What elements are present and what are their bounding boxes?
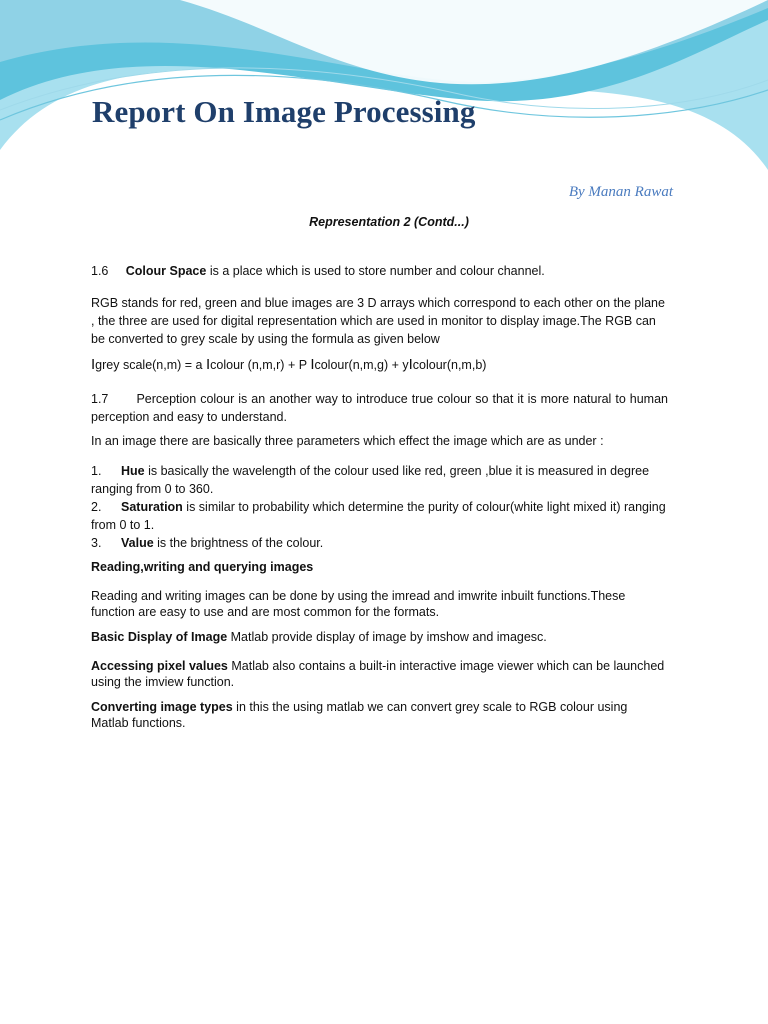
paragraph-rgb: RGB stands for red, green and blue images are 3 D arrays which correspond to each other on the plane , the three are used for digital representation which are used in monitor to display image.The RGB can be converted to grey scale by using the formula as given below bbox=[91, 296, 665, 346]
term-value: Value bbox=[121, 536, 154, 550]
paragraph-text: Perception colour is an another way to introduce true colour so that it is more natural to human perception and easy to understand. bbox=[91, 392, 668, 424]
list-item-saturation: 2. Saturation is similar to probability which determine the purity of colour(white light mixed it) ranging from 0 to 1. bbox=[91, 500, 666, 532]
grey-scale-formula: Igrey scale(n,m) = a Icolour (n,m,r) + P Icolour(n,m,g) + yIcolour(n,m,b) bbox=[91, 356, 487, 373]
list-item-hue: 1. Hue is basically the wavelength of the colour used like red, green ,blue it is measured in degree ranging from 0 to 360. bbox=[91, 464, 650, 496]
author-byline: By Manan Rawat bbox=[568, 184, 673, 200]
list-item-value: 3. Value is the brightness of the colour. bbox=[91, 536, 324, 550]
term-accessing-pixels: Accessing pixel values bbox=[91, 659, 228, 673]
term-colour-space: Colour Space bbox=[125, 264, 207, 278]
document-title: Report On Image Processing bbox=[92, 94, 476, 129]
paragraph-1-7 bbox=[91, 390, 668, 426]
document-body bbox=[91, 262, 668, 741]
section-number: 1.6 bbox=[91, 264, 109, 278]
header-wave-decoration bbox=[0, 0, 768, 180]
paragraph-basic-display: Basic Display of Image Matlab provide display of image by imshow and imagesc. bbox=[91, 630, 547, 644]
section-subtitle: Representation 2 (Contd...) bbox=[309, 215, 469, 229]
term-saturation: Saturation bbox=[121, 500, 183, 514]
heading-reading-writing: Reading,writing and querying images bbox=[91, 560, 314, 574]
paragraph-converting-types: Converting image types in this the using matlab we can convert grey scale to RGB colour using Matlab functions. bbox=[91, 700, 628, 730]
term-converting-types: Converting image types bbox=[91, 700, 233, 714]
paragraph-reading-writing: Reading and writing images can be done by using the imread and imwrite inbuilt functions.These function are easy to use and are most common for the formats. bbox=[91, 589, 626, 619]
paragraph-1-6 bbox=[91, 262, 668, 280]
term-hue: Hue bbox=[121, 464, 145, 478]
paragraph-parameters: In an image there are basically three parameters which effect the image which are as under : bbox=[91, 434, 604, 448]
term-basic-display: Basic Display of Image bbox=[91, 630, 228, 644]
paragraph-accessing-pixels: Accessing pixel values Matlab also contains a built-in interactive image viewer which can be launched using the imview function. bbox=[91, 659, 665, 689]
paragraph-text: is a place which is used to store number and colour channel. bbox=[206, 264, 545, 278]
section-number: 1.7 bbox=[91, 392, 109, 406]
